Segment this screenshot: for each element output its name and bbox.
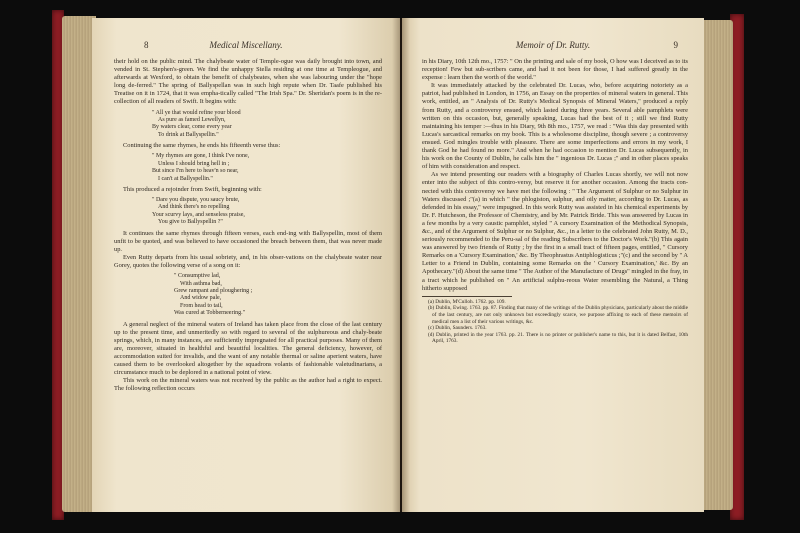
verse-line: And widow pale, xyxy=(180,295,222,302)
paragraph: their hold on the public mind. The chalybeate water of Temple-ogue was daily brought into town, and vended in St. Stephen's-green. We find the unhappy Stella residing at one time at Templeogue, and afterwards at Wexford, to obtain the benefit of chalybeates, when she was labouring under the "hope long de-ferred." The spring of Ballyspellan was in such high repute when Dr. Taafe published his Treatise on it in 1724, that it was empha-tically called "The Irish Spa." Dr. Sheridan's poem is in the re-collection of all readers of Swift. It begins with: xyxy=(114,58,382,106)
footnote: (c) Dublin, Saunders. 1763. xyxy=(428,325,487,332)
left-running-title: Medical Miscellany. xyxy=(209,40,283,50)
verse-line: To drink at Ballyspellin." xyxy=(158,131,219,138)
right-running-title: Memoir of Dr. Rutty. xyxy=(515,40,591,50)
verse-block xyxy=(152,197,382,227)
footnote: (d) Dublin, printed in the year 1763. pp. 21. There is no printer or publisher's name to this, but it is dated Belfast, 10th April, 1763. xyxy=(428,331,688,345)
paragraph: It continues the same rhymes through fifteen verses, each end-ing with Ballyspellin, most of them unfit to be quoted, and was believed to have occasioned the breach between them, that was never made up. xyxy=(114,229,382,253)
paragraph: As we intend presenting our readers with a biography of Charles Lucas shortly, we will not now enter into the subject of this contro-versy, but reserve it for another occasion. Among the tracts con-nected with this controversy we have met the following : " The Argument of Sulphur or no Sulphur in Waters discussed ;"(a) in which " the phlogiston, sulphur, and oily matter, according to Dr. Lucas, as defended in his essay," were impugned. In this work Rutty was assisted in his chemical experiments by Dr. F. Hutcheson, the Professor of Chemistry, and by Mr. Patrick Bride. This was answered by Lucas in a few months by a very caustic pamphlet, styled " A cursory Examination of the Methodical Synopsis, &c., and of the Argument of Sulphur or no Sulphur, &c., in a letter to the celebrated John Rutty, M. D., seriously recommended to the Peru-sal of the reading Subscribers to the Doctor's Work."(b) This again was answered by two friends of Rutty ; by the first in a small tract of fifteen pages, entitled, " Cursory Remarks on a 'Cursory Examination,' &c. By Theophrastus Antiphlogisticus ;"(c) and the second by " A Letter to a Friend in Dublin, containing some Remarks on the ' Cursory Examination,' &c. By an Apothecary."(d) About the same time " The Author of the Manufacture of Drugs" mingled in the fray, in a tract which he published on " An artificial sulphu-reous Water resembling the Natural, a Thing hitherto supposed xyxy=(422,171,688,292)
left-page-body xyxy=(114,58,382,504)
verse-line: Your scurvy lays, and senseless praise, xyxy=(152,211,245,218)
verse-block xyxy=(152,153,382,183)
paragraph: Even Rutty departs from his usual sobriety, and, in his obser-vations on the chalybeate water near Gorey, quotes the following verse of a song on it: xyxy=(114,253,382,269)
left-page-number: 8 xyxy=(144,40,149,50)
paragraph: A general neglect of the mineral waters of Ireland has taken place from the close of the last century up to the present time, and unmeritedly so with regard to several of the sulphureous and chaly-beate springs, which, in many instances, are sufficiently impregnated for all practical purposes. Many of them are, moreover, situated in healthful and beautiful localities. The general deficiency, however, of accommodation suited for invalids, and the want of any notable thermal or saline aperient waters, have caused them to be overlooked altogether by the squadrons volants of fashionable valetudinarians, a circumstance much to be deplored in a national point of view. xyxy=(114,320,382,377)
verse-line: Unless I should bring hell in ; xyxy=(158,160,230,167)
right-page-header xyxy=(402,40,704,52)
verse-line: With asthma bad, xyxy=(180,280,222,287)
left-page xyxy=(92,18,400,512)
paragraph: This work on the mineral waters was not received by the public as the author had a right to expect. The following reflection occurs xyxy=(114,377,382,393)
paragraph: This produced a rejoinder from Swift, beginning with: xyxy=(123,185,262,193)
verse-block xyxy=(174,273,382,317)
verse-line: " My rhymes are gone, I think I've none, xyxy=(152,153,250,160)
paragraph: Continuing the same rhymes, he ends his fifteenth verse thus: xyxy=(123,142,281,150)
footnote: (b) Dublin, Ewing. 1763. pp. 87. Finding that many of the writings of the Dublin physicians, particularly about the middle of the last century, are not only unknown but exceedingly scarce, we purpose affixing to each of these memoirs of medical men a list of their various writings, &c. xyxy=(428,305,688,325)
verse-block xyxy=(152,110,382,140)
verse-line: " Consumptive lad, xyxy=(174,273,221,280)
right-page-body xyxy=(422,58,688,504)
verse-line: And think there's no repelling xyxy=(158,204,230,211)
verse-line: I can't at Ballyspellin." xyxy=(158,175,213,182)
verse-line: Was cured at Tobberneering." xyxy=(174,310,246,317)
verse-line: " Dare you dispute, you saucy brute, xyxy=(152,197,240,203)
right-page xyxy=(402,18,704,512)
verse-line: But since I'm here to heav'n so near, xyxy=(152,168,239,175)
right-page-number: 9 xyxy=(673,40,678,50)
footnote: (a) Dublin, M'Culloh. 1762. pp. 109. xyxy=(428,298,506,305)
verse-line: " All ye that would refine your blood xyxy=(152,109,241,116)
verse-line: You give to Ballyspellin ?" xyxy=(158,219,223,226)
verse-line: From head to tail, xyxy=(180,302,223,309)
book-gutter xyxy=(392,18,410,512)
right-page-edges xyxy=(703,20,733,510)
verse-line: By waters clear, come every year xyxy=(152,124,232,131)
paragraph: It was immediately attacked by the celebrated Dr. Lucas, who, before acquiring notoriety as a patriot, had published in London, in 1756, an Essay on the properties of mineral waters in general. This work, entitled, an " Analysis of Dr. Rutty's Medical Synopsis of Mineral Waters," produced a reply from Rutty, and a controversy ensued, which lasted during three years. Several able pamphlets were written on this occasion, but, generally speaking, Lucas had the best of it ; still we find Rutty maintaining his temper :—thus in his Diary, 9th 8th mo., 1757, we read : "Was this day presented with Lucas's sarcastical remarks on my book. This is a wholesome discipline, though severe ; a controversy ensued. God mingles trouble with pleasure. There are some imperfections and errors in my work, I thank God he had found no more." And when he had occasion to mention Dr. Lucas subsequently, in his work on the County of Dublin, he calls him the " ingenious Dr. Lucas ;" and in other places speaks of him with consideration and respect. xyxy=(422,82,688,171)
left-page-edges xyxy=(62,16,96,512)
left-page-header xyxy=(92,40,400,52)
paragraph: in his Diary, 10th 12th mo., 1757: " On the printing and sale of my book, O how was I deceived as to its reception! Few but sub-scribers came, and had it not been for those, I had suffered greatly in the expense : learn then the worth of the world." xyxy=(422,58,688,82)
verse-line: As pure as famed Lewellyn, xyxy=(158,116,226,123)
verse-line: Grew rampant and ploughering ; xyxy=(174,287,253,294)
footnote-rule xyxy=(422,296,512,297)
